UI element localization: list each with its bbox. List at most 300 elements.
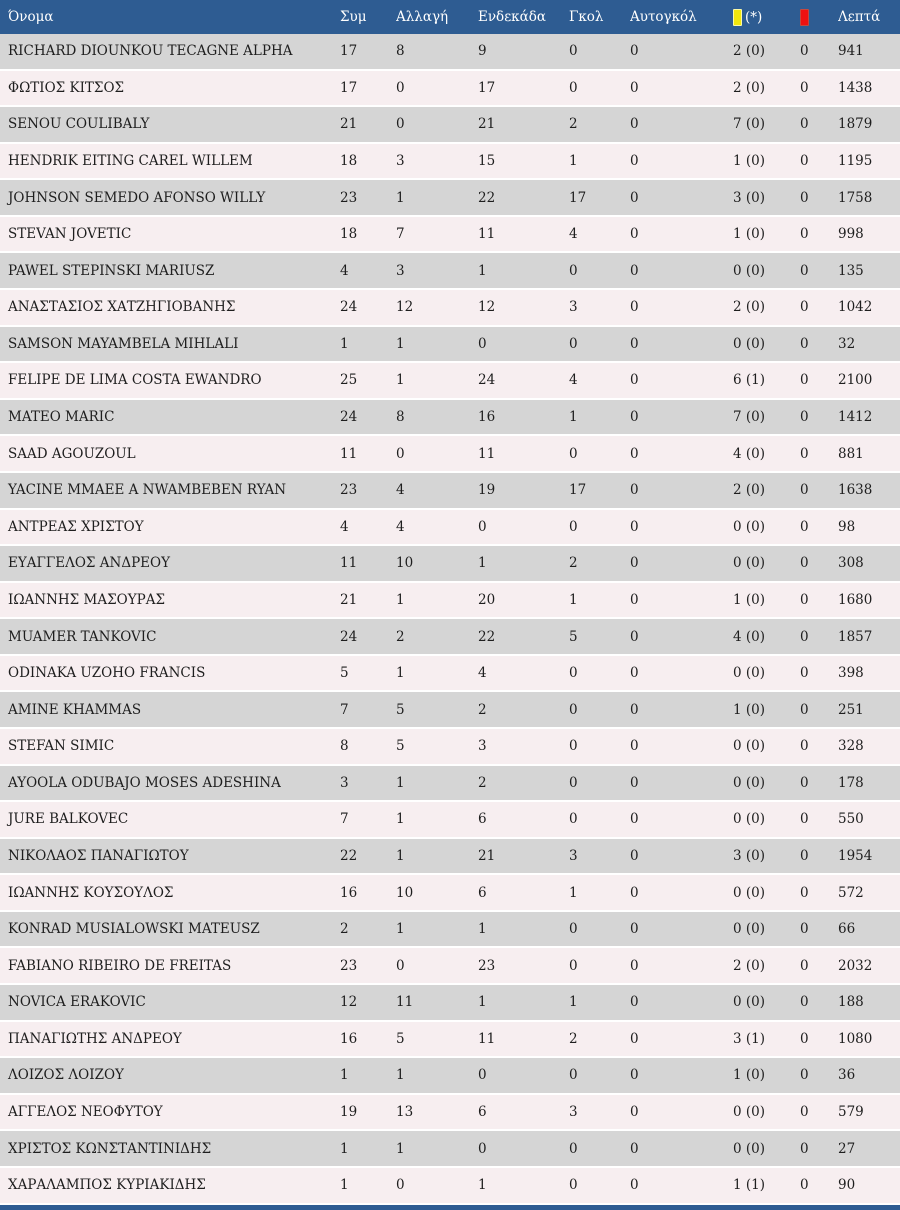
- cell-own-goals: 0: [630, 79, 639, 96]
- cell-yellow-cards: 0 (0): [733, 555, 766, 572]
- table-row[interactable]: [0, 912, 900, 949]
- cell-player-name: MUAMER TANKOVIC: [8, 628, 157, 645]
- cell-yellow-cards: 0 (0): [733, 921, 766, 938]
- cell-appearances: 11: [340, 555, 358, 572]
- cell-red-cards: 0: [800, 774, 809, 791]
- cell-lineup: 3: [478, 738, 487, 755]
- cell-minutes: 1412: [838, 409, 873, 426]
- cell-minutes: 27: [838, 1140, 856, 1157]
- cell-yellow-cards: 1 (0): [733, 701, 766, 718]
- cell-appearances: 2: [340, 921, 349, 938]
- column-header-red-cards: [800, 9, 838, 26]
- cell-substitution: 10: [396, 884, 414, 901]
- table-row[interactable]: [0, 1058, 900, 1095]
- cell-red-cards: 0: [800, 1067, 809, 1084]
- cell-appearances: 7: [340, 701, 349, 718]
- cell-minutes: 1758: [838, 189, 873, 206]
- cell-yellow-cards: 2 (0): [733, 43, 766, 60]
- cell-lineup: 2: [478, 774, 487, 791]
- cell-appearances: 11: [340, 445, 358, 462]
- cell-appearances: 7: [340, 811, 349, 828]
- cell-appearances: 1: [340, 1140, 349, 1157]
- cell-lineup: 1: [478, 921, 487, 938]
- cell-player-name: PAWEL STEPINSKI MARIUSZ: [8, 262, 215, 279]
- cell-red-cards: 0: [800, 665, 809, 682]
- cell-lineup: 4: [478, 665, 487, 682]
- table-row[interactable]: [0, 1131, 900, 1168]
- cell-player-name: STEVAN JOVETIC: [8, 226, 132, 243]
- cell-red-cards: 0: [800, 884, 809, 901]
- cell-minutes: 98: [838, 518, 856, 535]
- cell-goals: 0: [569, 1140, 578, 1157]
- table-row[interactable]: [0, 802, 900, 839]
- cell-own-goals: 0: [630, 665, 639, 682]
- cell-own-goals: 0: [630, 921, 639, 938]
- cell-appearances: 21: [340, 116, 358, 133]
- cell-player-name: ΕΥΑΓΓΕΛΟΣ ΑΝΔΡΕΟΥ: [8, 555, 170, 572]
- red-card-icon: [800, 9, 809, 26]
- cell-player-name: ΛΟΙΖΟΣ ΛΟΙΖΟΥ: [8, 1067, 124, 1084]
- cell-substitution: 0: [396, 116, 405, 133]
- column-header-own-goals: Αυτογκόλ: [630, 9, 697, 25]
- cell-minutes: 1638: [838, 482, 873, 499]
- cell-red-cards: 0: [800, 226, 809, 243]
- cell-red-cards: 0: [800, 445, 809, 462]
- cell-own-goals: 0: [630, 43, 639, 60]
- cell-yellow-cards: 2 (0): [733, 299, 766, 316]
- cell-substitution: 11: [396, 994, 414, 1011]
- cell-substitution: 0: [396, 1177, 405, 1194]
- cell-minutes: 1680: [838, 591, 873, 608]
- cell-red-cards: 0: [800, 628, 809, 645]
- cell-yellow-cards: 0 (0): [733, 518, 766, 535]
- cell-goals: 0: [569, 43, 578, 60]
- cell-goals: 5: [569, 628, 578, 645]
- cell-substitution: 8: [396, 43, 405, 60]
- cell-appearances: 8: [340, 738, 349, 755]
- table-row[interactable]: [0, 1022, 900, 1059]
- table-row[interactable]: [0, 875, 900, 912]
- cell-lineup: 2: [478, 701, 487, 718]
- cell-appearances: 5: [340, 665, 349, 682]
- cell-lineup: 22: [478, 189, 496, 206]
- cell-goals: 0: [569, 774, 578, 791]
- cell-substitution: 1: [396, 1067, 405, 1084]
- cell-appearances: 1: [340, 1177, 349, 1194]
- cell-own-goals: 0: [630, 701, 639, 718]
- cell-own-goals: 0: [630, 299, 639, 316]
- table-row[interactable]: [0, 34, 900, 71]
- cell-own-goals: 0: [630, 774, 639, 791]
- cell-goals: 1: [569, 153, 578, 170]
- cell-minutes: 178: [838, 774, 864, 791]
- cell-substitution: 4: [396, 482, 405, 499]
- cell-minutes: 1879: [838, 116, 873, 133]
- cell-goals: 0: [569, 738, 578, 755]
- cell-player-name: JURE BALKOVEC: [8, 811, 129, 828]
- cell-goals: 0: [569, 79, 578, 96]
- cell-yellow-cards: 0 (0): [733, 262, 766, 279]
- cell-player-name: ΧΑΡΑΛΑΜΠΟΣ ΚΥΡΙΑΚΙΔΗΣ: [8, 1177, 206, 1194]
- table-row[interactable]: [0, 692, 900, 729]
- cell-yellow-cards: 0 (0): [733, 1104, 766, 1121]
- cell-own-goals: 0: [630, 116, 639, 133]
- cell-minutes: 881: [838, 445, 864, 462]
- table-row[interactable]: [0, 290, 900, 327]
- cell-goals: 1: [569, 994, 578, 1011]
- cell-own-goals: 0: [630, 409, 639, 426]
- cell-lineup: 19: [478, 482, 496, 499]
- cell-goals: 0: [569, 665, 578, 682]
- cell-own-goals: 0: [630, 482, 639, 499]
- cell-lineup: 17: [478, 79, 496, 96]
- cell-substitution: 7: [396, 226, 405, 243]
- cell-minutes: 32: [838, 335, 856, 352]
- cell-red-cards: 0: [800, 43, 809, 60]
- cell-own-goals: 0: [630, 335, 639, 352]
- cell-player-name: ΙΩΑΝΝΗΣ ΜΑΣΟΥΡΑΣ: [8, 591, 165, 608]
- cell-red-cards: 0: [800, 921, 809, 938]
- table-row[interactable]: [0, 180, 900, 217]
- table-row[interactable]: [0, 436, 900, 473]
- cell-minutes: 1042: [838, 299, 873, 316]
- cell-yellow-cards: 1 (0): [733, 591, 766, 608]
- cell-minutes: 572: [838, 884, 864, 901]
- cell-red-cards: 0: [800, 335, 809, 352]
- table-row[interactable]: [0, 363, 900, 400]
- table-row[interactable]: [0, 656, 900, 693]
- cell-red-cards: 0: [800, 1104, 809, 1121]
- cell-lineup: 12: [478, 299, 496, 316]
- cell-yellow-cards: 0 (0): [733, 884, 766, 901]
- cell-substitution: 1: [396, 189, 405, 206]
- cell-player-name: ODINAKA UZOHO FRANCIS: [8, 665, 206, 682]
- cell-substitution: 1: [396, 774, 405, 791]
- cell-red-cards: 0: [800, 262, 809, 279]
- cell-appearances: 24: [340, 299, 358, 316]
- cell-yellow-cards: 6 (1): [733, 372, 766, 389]
- cell-appearances: 4: [340, 518, 349, 535]
- cell-lineup: 21: [478, 116, 496, 133]
- cell-own-goals: 0: [630, 226, 639, 243]
- cell-yellow-cards: 1 (0): [733, 153, 766, 170]
- cell-own-goals: 0: [630, 957, 639, 974]
- table-row[interactable]: [0, 510, 900, 547]
- cell-goals: 17: [569, 189, 587, 206]
- cell-yellow-cards: 2 (0): [733, 957, 766, 974]
- cell-lineup: 23: [478, 957, 496, 974]
- cell-player-name: ΙΩΑΝΝΗΣ ΚΟΥΣΟΥΛΟΣ: [8, 884, 174, 901]
- cell-appearances: 18: [340, 226, 358, 243]
- table-row[interactable]: [0, 71, 900, 108]
- cell-red-cards: 0: [800, 153, 809, 170]
- table-row[interactable]: [0, 583, 900, 620]
- cell-substitution: 1: [396, 848, 405, 864]
- cell-lineup: 0: [478, 335, 487, 352]
- cell-minutes: 36: [838, 1067, 856, 1084]
- column-header-yellow-cards: [733, 9, 800, 26]
- cell-substitution: 1: [396, 665, 405, 682]
- cell-own-goals: 0: [630, 262, 639, 279]
- table-body: [0, 34, 900, 1205]
- cell-minutes: 251: [838, 701, 864, 718]
- cell-red-cards: 0: [800, 848, 809, 864]
- cell-red-cards: 0: [800, 994, 809, 1011]
- table-row[interactable]: [0, 619, 900, 656]
- cell-own-goals: 0: [630, 1030, 639, 1047]
- cell-yellow-cards: 0 (0): [733, 811, 766, 828]
- table-row[interactable]: [0, 473, 900, 510]
- table-row[interactable]: [0, 217, 900, 254]
- cell-player-name: ΝΙΚΟΛΑΟΣ ΠΑΝΑΓΙΩΤΟΥ: [8, 848, 189, 864]
- cell-substitution: 10: [396, 555, 414, 572]
- cell-substitution: 12: [396, 299, 414, 316]
- cell-own-goals: 0: [630, 1140, 639, 1157]
- cell-appearances: 19: [340, 1104, 358, 1121]
- cell-goals: 0: [569, 518, 578, 535]
- cell-substitution: 1: [396, 372, 405, 389]
- cell-goals: 2: [569, 1030, 578, 1047]
- cell-lineup: 6: [478, 1104, 487, 1121]
- cell-lineup: 20: [478, 591, 496, 608]
- cell-goals: 2: [569, 116, 578, 133]
- cell-substitution: 0: [396, 957, 405, 974]
- cell-yellow-cards: 0 (0): [733, 994, 766, 1011]
- cell-red-cards: 0: [800, 811, 809, 828]
- cell-lineup: 16: [478, 409, 496, 426]
- cell-minutes: 308: [838, 555, 864, 572]
- cell-yellow-cards: 7 (0): [733, 409, 766, 426]
- cell-own-goals: 0: [630, 1104, 639, 1121]
- cell-goals: 0: [569, 921, 578, 938]
- cell-yellow-cards: 7 (0): [733, 116, 766, 133]
- cell-substitution: 13: [396, 1104, 414, 1121]
- cell-minutes: 941: [838, 43, 864, 60]
- table-row[interactable]: [0, 985, 900, 1022]
- cell-yellow-cards: 4 (0): [733, 628, 766, 645]
- cell-own-goals: 0: [630, 848, 639, 864]
- cell-lineup: 11: [478, 445, 496, 462]
- cell-minutes: 1080: [838, 1030, 873, 1047]
- cell-substitution: 3: [396, 262, 405, 279]
- cell-player-name: AYOOLA ODUBAJO MOSES ADESHINA: [8, 774, 281, 791]
- cell-minutes: 1954: [838, 848, 873, 864]
- cell-goals: 4: [569, 372, 578, 389]
- cell-goals: 1: [569, 884, 578, 901]
- cell-yellow-cards: 3 (0): [733, 189, 766, 206]
- table-row[interactable]: [0, 546, 900, 583]
- cell-red-cards: 0: [800, 372, 809, 389]
- cell-yellow-cards: 1 (1): [733, 1177, 766, 1194]
- cell-appearances: 1: [340, 1067, 349, 1084]
- cell-yellow-cards: 0 (0): [733, 335, 766, 352]
- cell-appearances: 3: [340, 774, 349, 791]
- cell-player-name: YACINE MMAEE A NWAMBEBEN RYAN: [8, 482, 287, 499]
- cell-player-name: AMINE KHAMMAS: [8, 701, 142, 718]
- cell-lineup: 9: [478, 43, 487, 60]
- cell-goals: 3: [569, 1104, 578, 1121]
- cell-goals: 0: [569, 1177, 578, 1194]
- cell-lineup: 6: [478, 884, 487, 901]
- cell-lineup: 22: [478, 628, 496, 645]
- cell-player-name: SAMSON MAYAMBELA MIHLALI: [8, 335, 239, 352]
- cell-player-name: ΧΡΙΣΤΟΣ ΚΩΝΣΤΑΝΤΙΝΙΔΗΣ: [8, 1140, 212, 1157]
- table-row[interactable]: [0, 107, 900, 144]
- cell-player-name: HENDRIK EITING CAREL WILLEM: [8, 153, 253, 170]
- cell-red-cards: 0: [800, 518, 809, 535]
- cell-substitution: 3: [396, 153, 405, 170]
- table-row[interactable]: [0, 729, 900, 766]
- table-header-row: [0, 0, 900, 34]
- cell-player-name: ΑΝΤΡΕΑΣ ΧΡΙΣΤΟΥ: [8, 518, 144, 535]
- cell-red-cards: 0: [800, 738, 809, 755]
- cell-red-cards: 0: [800, 701, 809, 718]
- cell-substitution: 5: [396, 738, 405, 755]
- column-header-minutes: Λεπτά: [838, 9, 881, 25]
- cell-own-goals: 0: [630, 1177, 639, 1194]
- cell-appearances: 4: [340, 262, 349, 279]
- cell-goals: 1: [569, 591, 578, 608]
- cell-yellow-cards: 1 (0): [733, 1067, 766, 1084]
- cell-yellow-cards: 0 (0): [733, 1140, 766, 1157]
- cell-minutes: 1857: [838, 628, 873, 645]
- cell-substitution: 2: [396, 628, 405, 645]
- table-row[interactable]: [0, 400, 900, 437]
- cell-goals: 0: [569, 445, 578, 462]
- cell-player-name: ΦΩΤΙΟΣ ΚΙΤΣΟΣ: [8, 79, 125, 96]
- cell-goals: 2: [569, 555, 578, 572]
- cell-appearances: 23: [340, 482, 358, 499]
- cell-lineup: 0: [478, 518, 487, 535]
- cell-minutes: 2032: [838, 957, 873, 974]
- cell-minutes: 135: [838, 262, 864, 279]
- cell-player-name: SAAD AGOUZOUL: [8, 445, 136, 462]
- table-row[interactable]: [0, 144, 900, 181]
- cell-minutes: 1438: [838, 79, 873, 96]
- cell-minutes: 998: [838, 226, 864, 243]
- table-row[interactable]: [0, 1095, 900, 1132]
- cell-own-goals: 0: [630, 738, 639, 755]
- cell-minutes: 188: [838, 994, 864, 1011]
- cell-yellow-cards: 0 (0): [733, 665, 766, 682]
- cell-lineup: 1: [478, 1177, 487, 1194]
- cell-minutes: 66: [838, 921, 856, 938]
- cell-substitution: 4: [396, 518, 405, 535]
- cell-substitution: 5: [396, 1030, 405, 1047]
- column-header-substitution: Αλλαγή: [396, 9, 449, 25]
- cell-goals: 3: [569, 848, 578, 864]
- cell-substitution: 1: [396, 591, 405, 608]
- cell-red-cards: 0: [800, 1140, 809, 1157]
- cell-yellow-cards: 1 (0): [733, 226, 766, 243]
- cell-red-cards: 0: [800, 1030, 809, 1047]
- cell-player-name: FELIPE DE LIMA COSTA EWANDRO: [8, 372, 262, 389]
- cell-red-cards: 0: [800, 555, 809, 572]
- cell-own-goals: 0: [630, 811, 639, 828]
- table-row[interactable]: [0, 1168, 900, 1205]
- cell-appearances: 17: [340, 79, 358, 96]
- cell-own-goals: 0: [630, 153, 639, 170]
- cell-substitution: 1: [396, 335, 405, 352]
- cell-appearances: 16: [340, 884, 358, 901]
- cell-appearances: 21: [340, 591, 358, 608]
- cell-lineup: 11: [478, 1030, 496, 1047]
- cell-yellow-cards: 4 (0): [733, 445, 766, 462]
- cell-substitution: 1: [396, 811, 405, 828]
- cell-appearances: 12: [340, 994, 358, 1011]
- cell-lineup: 1: [478, 994, 487, 1011]
- table-row[interactable]: [0, 948, 900, 985]
- cell-appearances: 23: [340, 957, 358, 974]
- cell-appearances: 17: [340, 43, 358, 60]
- yellow-card-icon: [733, 9, 742, 26]
- cell-yellow-cards: 0 (0): [733, 774, 766, 791]
- cell-player-name: NOVICA ERAKOVIC: [8, 994, 146, 1011]
- cell-yellow-cards: 2 (0): [733, 482, 766, 499]
- cell-red-cards: 0: [800, 957, 809, 974]
- cell-goals: 1: [569, 409, 578, 426]
- cell-appearances: 18: [340, 153, 358, 170]
- cell-lineup: 21: [478, 848, 496, 864]
- cell-red-cards: 0: [800, 79, 809, 96]
- cell-substitution: 0: [396, 79, 405, 96]
- column-header-lineup: Ενδεκάδα: [478, 9, 546, 25]
- cell-player-name: SENOU COULIBALY: [8, 116, 150, 133]
- cell-goals: 0: [569, 701, 578, 718]
- cell-red-cards: 0: [800, 409, 809, 426]
- cell-minutes: 328: [838, 738, 864, 755]
- table-row[interactable]: [0, 253, 900, 290]
- cell-yellow-cards: 2 (0): [733, 79, 766, 96]
- cell-substitution: 1: [396, 921, 405, 938]
- table-row[interactable]: [0, 839, 900, 876]
- cell-lineup: 6: [478, 811, 487, 828]
- cell-lineup: 15: [478, 153, 496, 170]
- cell-substitution: 5: [396, 701, 405, 718]
- cell-goals: 0: [569, 262, 578, 279]
- cell-own-goals: 0: [630, 189, 639, 206]
- cell-goals: 17: [569, 482, 587, 499]
- cell-minutes: 2100: [838, 372, 873, 389]
- table-row[interactable]: [0, 766, 900, 803]
- cell-yellow-cards: 3 (0): [733, 848, 766, 864]
- cell-yellow-cards: 0 (0): [733, 738, 766, 755]
- cell-lineup: 0: [478, 1140, 487, 1157]
- cell-lineup: 0: [478, 1067, 487, 1084]
- cell-substitution: 1: [396, 1140, 405, 1157]
- cell-player-name: STEFAN SIMIC: [8, 738, 115, 755]
- cell-own-goals: 0: [630, 372, 639, 389]
- cell-own-goals: 0: [630, 994, 639, 1011]
- cell-own-goals: 0: [630, 591, 639, 608]
- cell-own-goals: 0: [630, 555, 639, 572]
- table-row[interactable]: [0, 327, 900, 364]
- cell-appearances: 22: [340, 848, 358, 864]
- cell-minutes: 579: [838, 1104, 864, 1121]
- cell-lineup: 1: [478, 262, 487, 279]
- cell-own-goals: 0: [630, 628, 639, 645]
- cell-player-name: JOHNSON SEMEDO AFONSO WILLY: [8, 189, 266, 206]
- cell-player-name: FABIANO RIBEIRO DE FREITAS: [8, 957, 232, 974]
- cell-player-name: ΑΓΓΕΛΟΣ ΝΕΟΦΥΤΟΥ: [8, 1104, 163, 1121]
- cell-own-goals: 0: [630, 518, 639, 535]
- cell-red-cards: 0: [800, 591, 809, 608]
- cell-red-cards: 0: [800, 482, 809, 499]
- column-header-goals: Γκολ: [569, 9, 604, 25]
- cell-red-cards: 0: [800, 299, 809, 316]
- cell-lineup: 24: [478, 372, 496, 389]
- cell-red-cards: 0: [800, 116, 809, 133]
